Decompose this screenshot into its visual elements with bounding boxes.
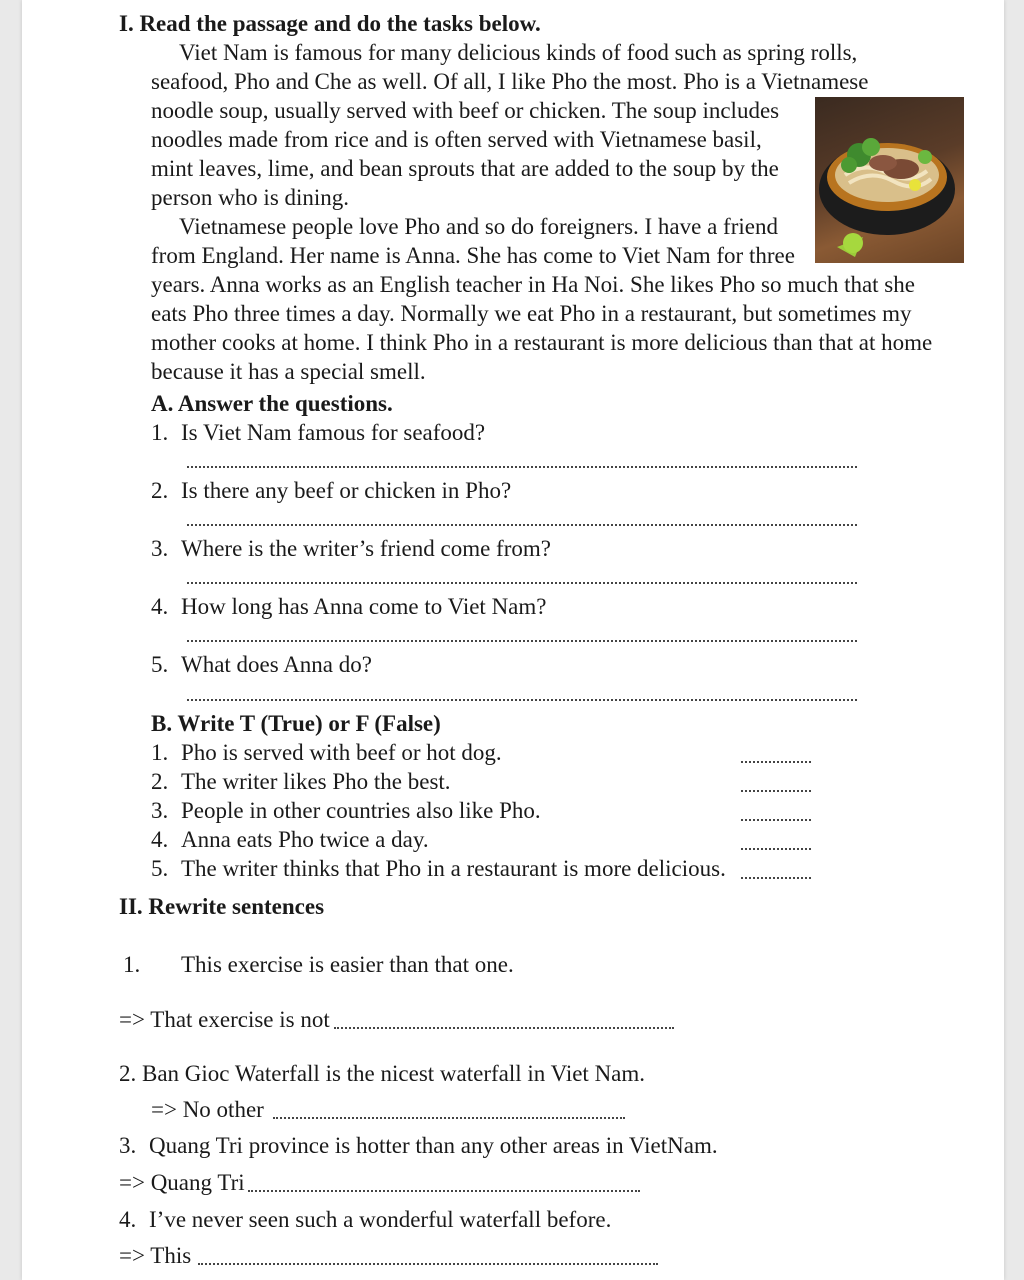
question-text: How long has Anna come to Viet Nam? xyxy=(181,594,547,619)
rewrite-prompt-2: => No other xyxy=(151,1097,264,1122)
passage-line: Vietnamese people love Pho and so do foreigners. I have a friend xyxy=(179,214,778,239)
question-number: 2. xyxy=(151,478,169,503)
statement-4 xyxy=(151,826,429,854)
rewrite-number-2: 2. xyxy=(119,1061,137,1086)
pho-bowl-icon xyxy=(815,97,964,263)
pho-bowl-photo xyxy=(815,97,964,263)
statement-text: Anna eats Pho twice a day. xyxy=(181,827,429,852)
answer-line-4[interactable] xyxy=(187,640,857,642)
rewrite-number-1: 1. xyxy=(123,952,141,977)
rewrite-prompt-3: => Quang Tri xyxy=(119,1170,245,1195)
passage-line: because it has a special smell. xyxy=(151,359,426,384)
rewrite-answer-line-3[interactable] xyxy=(248,1190,640,1192)
statement-number: 3. xyxy=(151,798,169,823)
statement-text: Pho is served with beef or hot dog. xyxy=(181,740,502,765)
part-b-heading: B. Write T (True) or F (False) xyxy=(151,711,441,736)
rewrite-item-2 xyxy=(119,1060,645,1088)
part-a-heading: A. Answer the questions. xyxy=(151,391,393,416)
rewrite-prompt-1: => That exercise is not xyxy=(119,1007,330,1032)
passage-line: person who is dining. xyxy=(151,185,350,210)
question-number: 4. xyxy=(151,594,169,619)
passage-line: noodle soup, usually served with beef or chicken. The soup includes xyxy=(151,98,780,123)
statement-text: The writer thinks that Pho in a restaurant is more delicious. xyxy=(181,856,726,881)
answer-line-1[interactable] xyxy=(187,466,857,468)
answer-line-5[interactable] xyxy=(187,699,857,701)
passage-line: noodles made from rice and is often served with Vietnamese basil, xyxy=(151,127,762,152)
question-text: Is there any beef or chicken in Pho? xyxy=(181,478,512,503)
rewrite-answer-line-1[interactable] xyxy=(334,1027,674,1029)
question-2 xyxy=(151,477,511,505)
tf-answer-blank-5[interactable] xyxy=(741,877,811,879)
question-text: Where is the writer’s friend come from? xyxy=(181,536,551,561)
passage-line: mother cooks at home. I think Pho in a restaurant is more delicious than that at home xyxy=(151,330,933,355)
rewrite-number-4: 4. xyxy=(119,1207,137,1232)
rewrite-sentence-4: I’ve never seen such a wonderful waterfall before. xyxy=(149,1207,612,1232)
question-text: What does Anna do? xyxy=(181,652,372,677)
question-3 xyxy=(151,535,551,563)
question-text: Is Viet Nam famous for seafood? xyxy=(181,420,486,445)
rewrite-sentence-2: Ban Gioc Waterfall is the nicest waterfall in Viet Nam. xyxy=(142,1061,646,1086)
statement-number: 5. xyxy=(151,856,169,881)
rewrite-item-4 xyxy=(119,1206,611,1234)
question-5 xyxy=(151,651,372,679)
statement-number: 4. xyxy=(151,827,169,852)
rewrite-sentence-3: Quang Tri province is hotter than any other areas in VietNam. xyxy=(149,1133,718,1158)
passage-line: mint leaves, lime, and bean sprouts that are added to the soup by the xyxy=(151,156,779,181)
statement-1 xyxy=(151,739,502,767)
rewrite-item-3 xyxy=(119,1132,718,1160)
statement-number: 1. xyxy=(151,740,169,765)
tf-answer-blank-3[interactable] xyxy=(741,819,811,821)
passage-line: from England. Her name is Anna. She has come to Viet Nam for three xyxy=(151,243,795,268)
answer-line-2[interactable] xyxy=(187,524,857,526)
question-number: 3. xyxy=(151,536,169,561)
statement-3 xyxy=(151,797,541,825)
rewrite-prompt-4: => This xyxy=(119,1243,192,1268)
rewrite-answer-line-2[interactable] xyxy=(273,1117,625,1119)
section-1-heading: I. Read the passage and do the tasks below. xyxy=(119,11,541,36)
tf-answer-blank-1[interactable] xyxy=(741,761,811,763)
answer-line-3[interactable] xyxy=(187,582,857,584)
tf-answer-blank-2[interactable] xyxy=(741,790,811,792)
passage-line: Viet Nam is famous for many delicious kinds of food such as spring rolls, xyxy=(179,40,858,65)
statement-5 xyxy=(151,855,726,883)
rewrite-answer-line-4[interactable] xyxy=(198,1263,658,1265)
question-4 xyxy=(151,593,546,621)
passage-line: seafood, Pho and Che as well. Of all, I like Pho the most. Pho is a Vietnamese xyxy=(151,69,869,94)
worksheet-page xyxy=(22,0,1004,1280)
tf-answer-blank-4[interactable] xyxy=(741,848,811,850)
passage-line: eats Pho three times a day. Normally we eat Pho in a restaurant, but sometimes my xyxy=(151,301,912,326)
rewrite-number-3: 3. xyxy=(119,1133,137,1158)
question-1 xyxy=(151,419,485,447)
passage-line: years. Anna works as an English teacher in Ha Noi. She likes Pho so much that she xyxy=(151,272,915,297)
statement-2 xyxy=(151,768,451,796)
question-number: 1. xyxy=(151,420,169,445)
rewrite-sentence-1: This exercise is easier than that one. xyxy=(181,952,514,977)
statement-text: People in other countries also like Pho. xyxy=(181,798,541,823)
statement-text: The writer likes Pho the best. xyxy=(181,769,451,794)
section-2-heading: II. Rewrite sentences xyxy=(119,894,325,919)
question-number: 5. xyxy=(151,652,169,677)
statement-number: 2. xyxy=(151,769,169,794)
